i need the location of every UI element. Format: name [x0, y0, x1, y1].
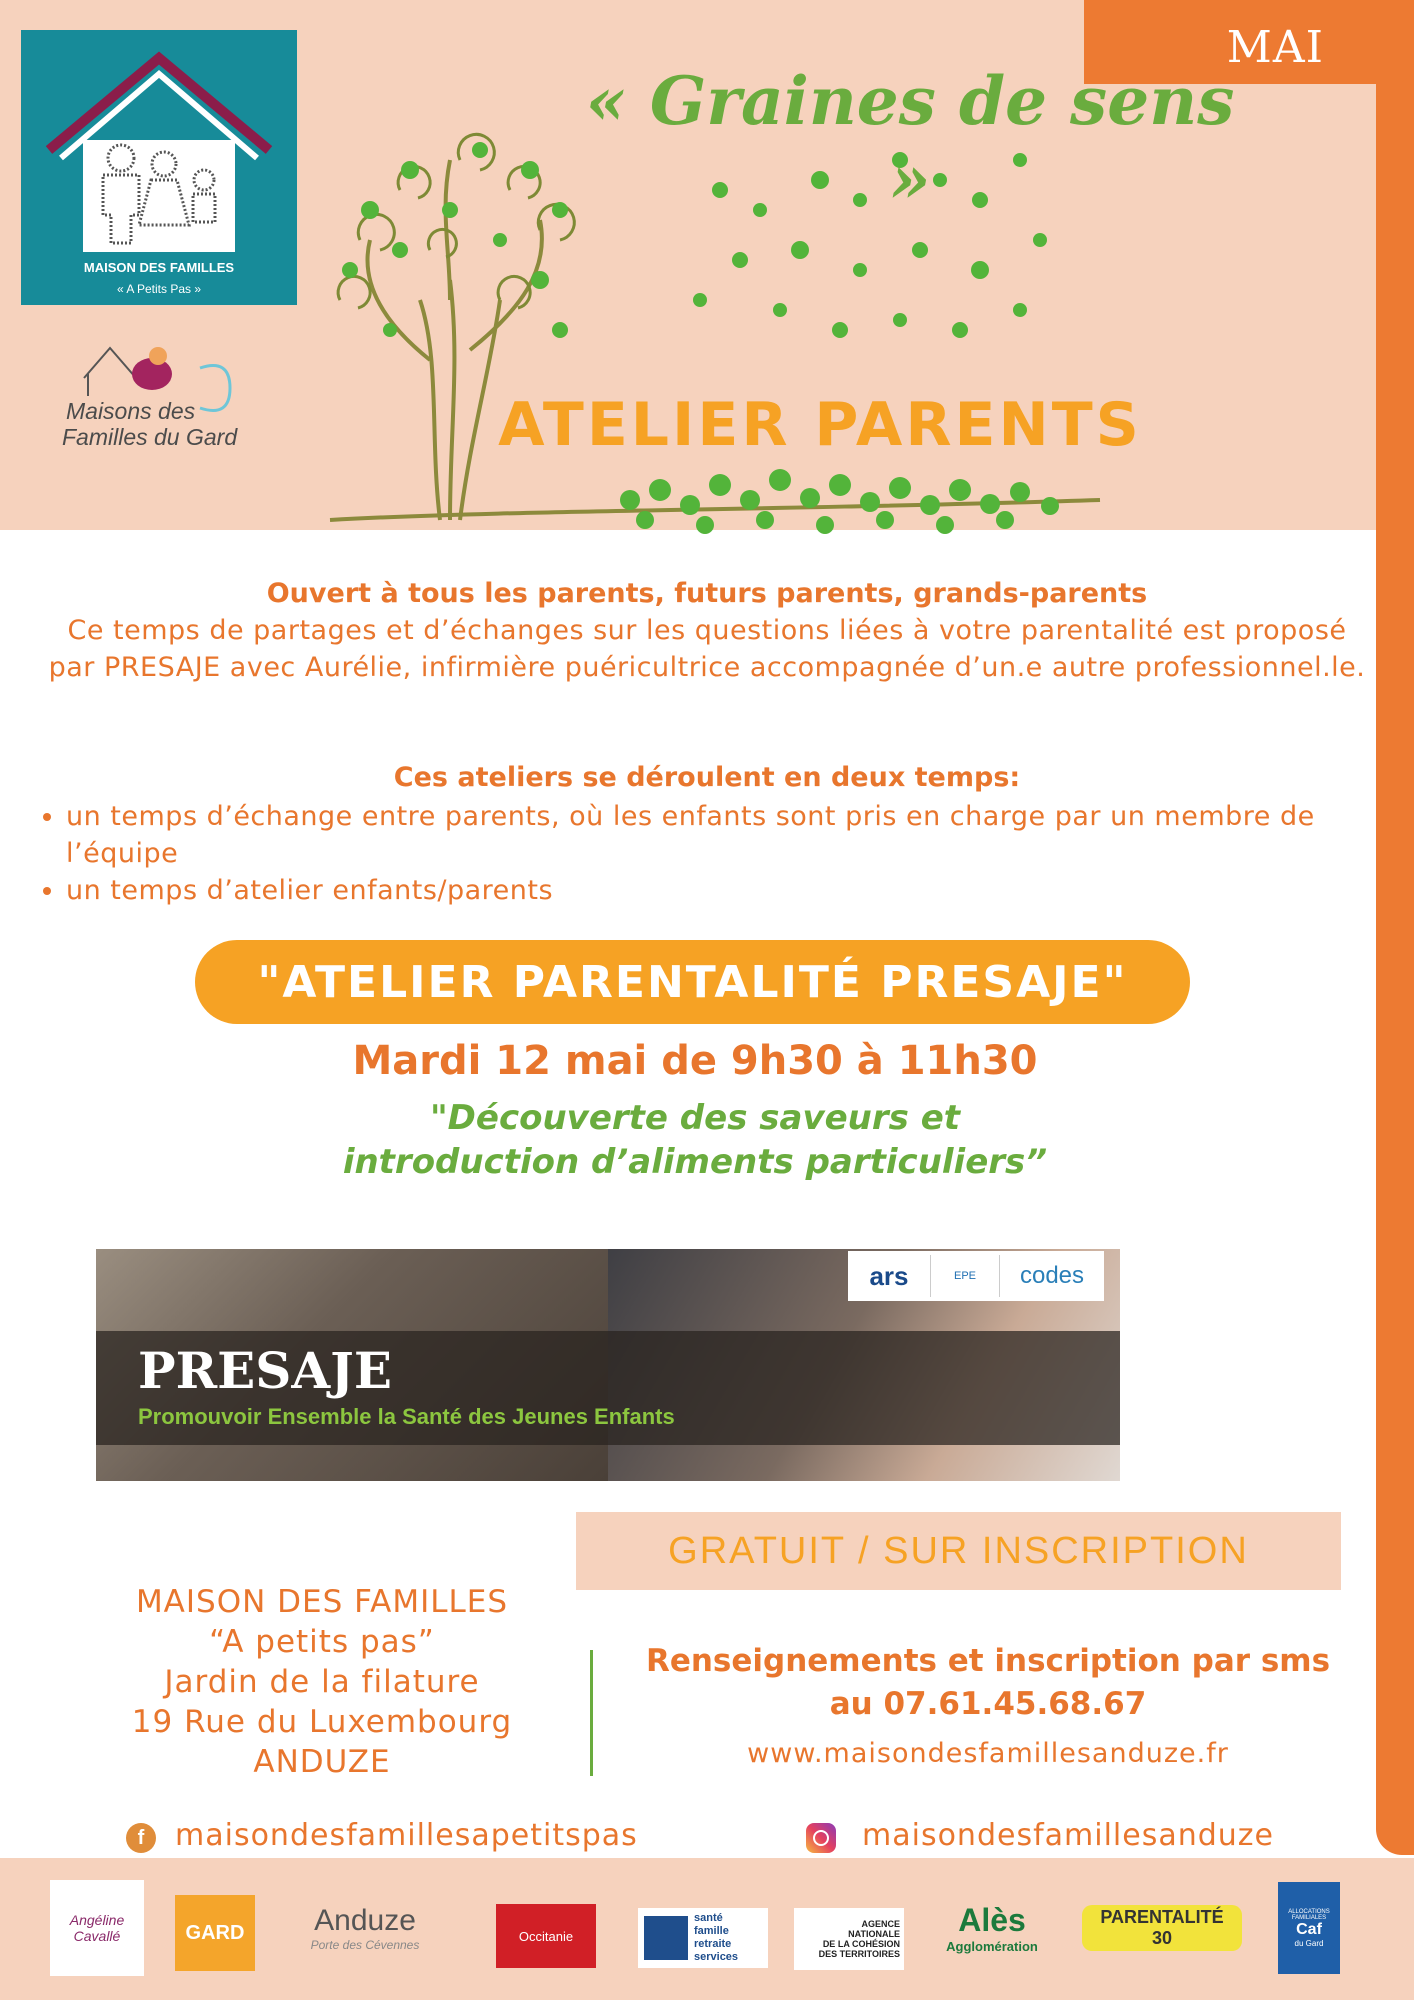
partner-label: Occitanie [518, 1928, 574, 1944]
msa-logo [638, 1908, 768, 1968]
partner-label: Anduze [314, 1904, 416, 1937]
codes-logo: codes [1019, 1262, 1085, 1289]
partner-label: Angéline Cavallé [69, 1912, 125, 1944]
angeline-cavalle-logo [50, 1880, 144, 1976]
address-line: ANDUZE [253, 1744, 391, 1780]
presaje-banner [96, 1249, 1120, 1481]
epe-logo: EPE [930, 1255, 1000, 1297]
partner-label: du Gard [1294, 1938, 1324, 1948]
gard-logo-partner [175, 1895, 255, 1971]
banner-partner-logos [848, 1251, 1104, 1301]
msa-mark [644, 1916, 688, 1960]
atelier-heading: ATELIER PARENTS [498, 390, 1142, 460]
partner-label: DES TERRITOIRES [818, 1949, 900, 1959]
address-line: MAISON DES FAMILLES [135, 1584, 509, 1620]
partner-sublabel: Porte des Cévennes [310, 1938, 420, 1952]
logo-caption-1: MAISON DES FAMILLES [83, 260, 235, 275]
partner-label: PARENTALITÉ 30 [1082, 1905, 1242, 1951]
steps-list [32, 798, 1366, 909]
partner-label: FAMILIALES [1291, 1914, 1327, 1921]
partner-label: famille [694, 1925, 729, 1937]
occitanie-logo [496, 1904, 596, 1968]
event-theme-line-1: "Découverte des saveurs et [429, 1098, 961, 1138]
anct-logo [794, 1908, 904, 1970]
partner-label: retraite [694, 1938, 732, 1950]
instagram-handle[interactable]: maisondesfamillesanduze [862, 1818, 1274, 1853]
parentalite-30-logo [1082, 1880, 1242, 1976]
partner-label: GARD [185, 1921, 245, 1944]
partner-sublabel: Agglomération [946, 1939, 1038, 1954]
website-link[interactable]: www.maisondesfamillesanduze.fr [747, 1738, 1229, 1769]
logo-caption-2: « A Petits Pas » [116, 282, 202, 296]
registration-info-line-1: Renseignements et inscription par sms [645, 1643, 1331, 1679]
steps-heading: Ces ateliers se déroulent en deux temps: [393, 762, 1021, 793]
vertical-divider [590, 1650, 593, 1776]
event-theme-line-2: introduction d’aliments particuliers” [342, 1142, 1048, 1182]
list-item: • un temps d’atelier enfants/parents [66, 872, 1366, 909]
registration-phone: au 07.61.45.68.67 [829, 1686, 1147, 1722]
list-item: • un temps d’échange entre parents, où les enfants sont pris en charge par un membre de l’équipe [66, 798, 1366, 872]
right-accent-stripe [1376, 0, 1414, 1855]
gard-logo-text-2: Familles du Gard [62, 424, 238, 450]
anduze-logo [280, 1880, 450, 1976]
presaje-subtitle: Promouvoir Ensemble la Santé des Jeunes Enfants [138, 1404, 675, 1429]
partner-label: Alès [958, 1902, 1026, 1938]
month-label: MAI [1226, 22, 1324, 73]
page-title: « Graines de sens » [585, 62, 1235, 218]
maison-des-familles-logo [21, 30, 297, 305]
partner-label: AGENCE [861, 1919, 900, 1929]
address-line: 19 Rue du Luxembourg [131, 1704, 513, 1740]
gard-logo-text-1: Maisons des [66, 398, 196, 424]
intro-paragraph: Ce temps de partages et d’échanges sur les questions liées à votre parentalité est proposé par PRESAJE avec Aurélie, infirmière puéricultrice accompagnée d’un.e autre professionnel.le. [48, 615, 1366, 683]
event-date: Mardi 12 mai de 9h30 à 11h30 [352, 1038, 1038, 1084]
house-family-icon [39, 40, 279, 260]
instagram-lens [813, 1830, 829, 1846]
gratuit-label: GRATUIT / SUR INSCRIPTION [668, 1530, 1249, 1572]
ales-agglomeration-logo [936, 1880, 1048, 1976]
presaje-title: PRESAJE [138, 1341, 392, 1400]
facebook-icon[interactable]: f [126, 1823, 156, 1853]
event-pill-label: "ATELIER PARENTALITÉ PRESAJE" [257, 957, 1128, 1008]
partner-label: santé [694, 1912, 723, 1924]
partner-label: ALLOCATIONS [1288, 1908, 1330, 1915]
facebook-handle[interactable]: maisondesfamillesapetitspas [175, 1818, 638, 1853]
partner-label: DE LA COHÉSION [822, 1939, 900, 1949]
partner-label: NATIONALE [848, 1929, 900, 1939]
partner-label: services [694, 1951, 739, 1963]
caf-logo [1278, 1882, 1340, 1974]
msa-labels [694, 1912, 738, 1964]
address-line: “A petits pas” [209, 1624, 435, 1660]
intro-heading: Ouvert à tous les parents, futurs parents, grands-parents [266, 578, 1148, 609]
address-line: Jardin de la filature [164, 1664, 480, 1700]
instagram-icon[interactable] [806, 1823, 836, 1853]
ars-logo: ars [869, 1260, 909, 1291]
address-block [88, 1582, 556, 1782]
partner-label: Caf [1296, 1920, 1322, 1938]
